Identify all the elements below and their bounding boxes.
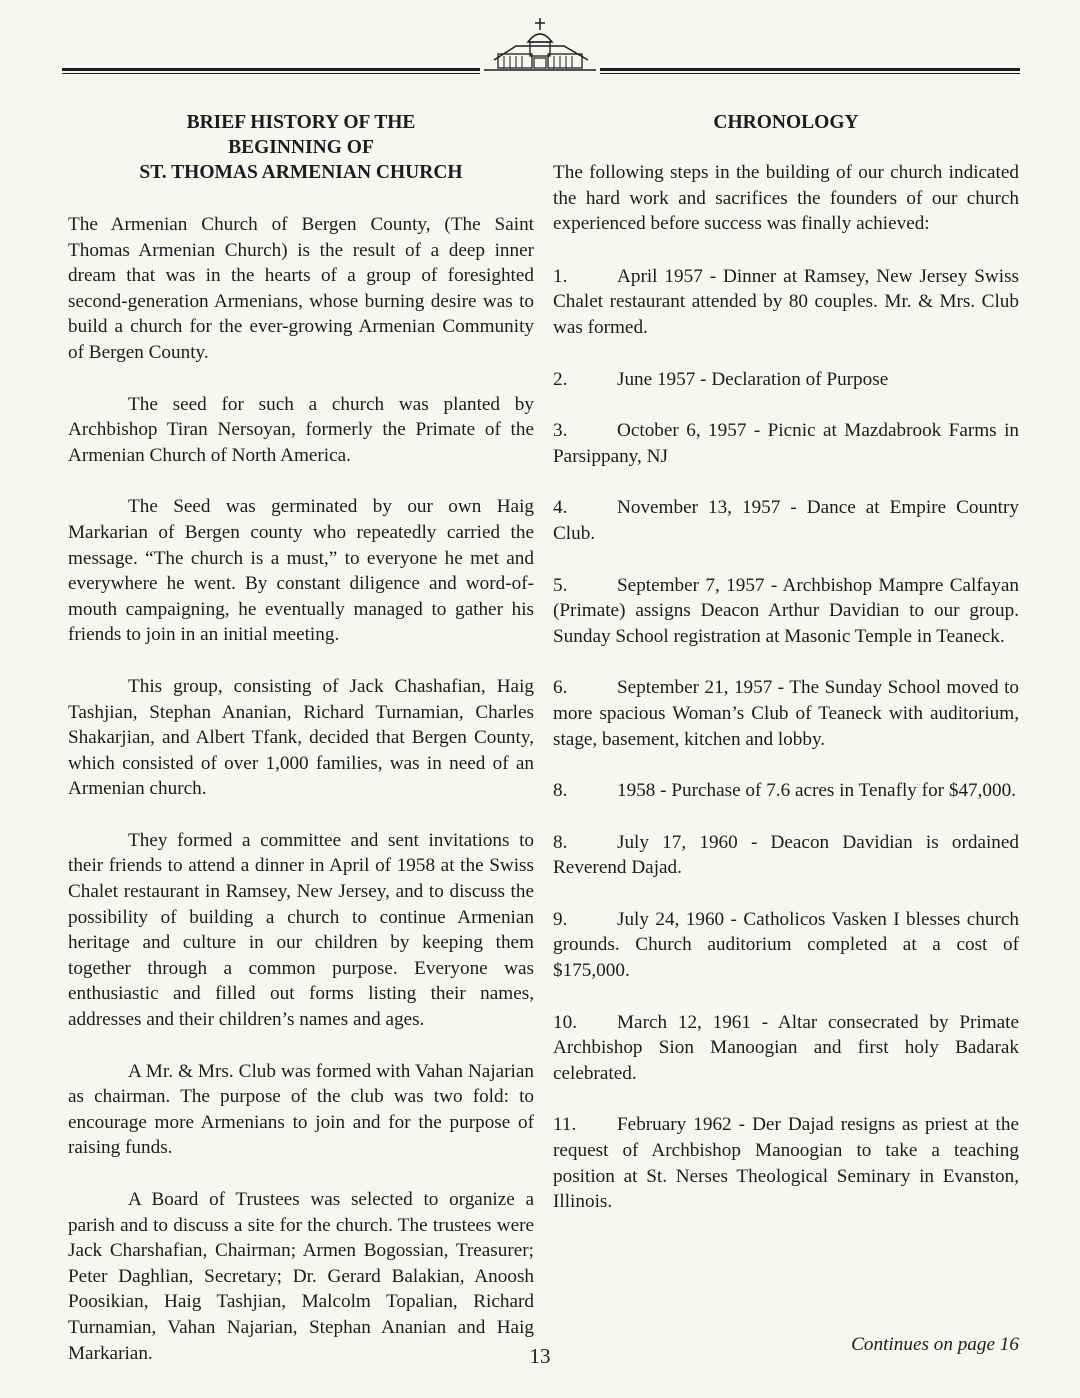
page-header [62, 14, 1020, 76]
item-number: 3. [553, 420, 568, 442]
item-text: June 1957 - Declaration of Purpose [617, 368, 889, 390]
item-number: 8. [553, 831, 568, 853]
chronology-item [553, 675, 1019, 752]
history-paragraph: A Mr. & Mrs. Club was formed with Vahan Najarian as chairman. The purpose of the club was two fold: to encourage more Armenians to join and for the purpose of raising funds. [68, 1060, 534, 1159]
page-number: 13 [529, 1344, 551, 1368]
item-text: April 1957 - Dinner at Ramsey, New Jersey Swiss Chalet restaurant attended by 80 couples. Mr. & Mrs. Club was formed. [553, 265, 1019, 338]
church-building-icon [480, 16, 600, 74]
item-number: 1. [553, 265, 568, 287]
history-title-line: ST. THOMAS ARMENIAN CHURCH [139, 162, 463, 183]
history-paragraph: This group, consisting of Jack Chashafian, Haig Tashjian, Stephan Ananian, Richard Turnamian, Charles Shakarjian, and Albert Tfank, decided that Bergen County, which consisted of over 1,000 families, was in need of an Armenian church. [68, 675, 534, 800]
item-text: October 6, 1957 - Picnic at Mazdabrook Farms in Parsippany, NJ [553, 420, 1019, 467]
item-number: 9. [553, 908, 568, 930]
history-paragraph: The Seed was germinated by our own Haig Markarian of Bergen county who repeatedly carried the message. “The church is a must,” to everyone he met and everywhere he went. By constant diligence and word-of-mouth campaigning, he eventually managed to gather his friends to join in an initial meeting. [68, 496, 534, 646]
chronology-item [553, 367, 1019, 393]
chronology-item [553, 1010, 1019, 1087]
item-text: September 7, 1957 - Archbishop Mampre Calfayan (Primate) assigns Deacon Arthur Davidian to our group. Sunday School registration at Masonic Temple in Teaneck. [553, 574, 1019, 647]
item-number: 10. [553, 1011, 577, 1033]
chronology-item [553, 778, 1019, 804]
history-paragraph: The Armenian Church of Bergen County, (The Saint Thomas Armenian Church) is the result of a deep inner dream that was in the hearts of a group of foresighted second-generation Armenians, whose burning desire was to build a church for the ever-growing Armenian Community of Bergen County. [68, 214, 534, 363]
chronology-item [553, 830, 1019, 881]
item-number: 11. [553, 1114, 577, 1136]
item-text: September 21, 1957 - The Sunday School moved to more spacious Woman’s Club of Teaneck with auditorium, stage, basement, kitchen and lobby. [553, 677, 1019, 750]
chronology-item [553, 264, 1019, 341]
item-number: 4. [553, 497, 568, 519]
history-column [68, 110, 534, 1392]
item-number: 8. [553, 780, 568, 802]
chronology-column [553, 110, 1019, 1241]
history-paragraph: The seed for such a church was planted by Archbishop Tiran Nersoyan, formerly the Primate of the Armenian Church of North America. [68, 393, 534, 466]
item-number: 5. [553, 574, 568, 596]
item-text: 1958 - Purchase of 7.6 acres in Tenafly for $47,000. [617, 780, 1017, 802]
chronology-item [553, 573, 1019, 650]
history-title [68, 110, 534, 185]
chronology-item [553, 1112, 1019, 1214]
chronology-item [553, 907, 1019, 984]
chronology-title: CHRONOLOGY [713, 112, 859, 133]
chronology-intro: The following steps in the building of our church indicated the hard work and sacrifices the founders of our church experienced before success was finally achieved: [553, 162, 1019, 235]
chronology-item [553, 418, 1019, 469]
item-text: July 24, 1960 - Catholicos Vasken I blesses church grounds. Church auditorium completed at a cost of $175,000. [553, 908, 1019, 982]
item-text: November 13, 1957 - Dance at Empire Country Club. [553, 497, 1019, 544]
item-text: July 17, 1960 - Deacon Davidian is ordained Reverend Dajad. [553, 831, 1019, 879]
item-text: March 12, 1961 - Altar consecrated by Primate Archbishop Sion Manoogian and first holy Badarak celebrated. [553, 1011, 1019, 1084]
history-paragraph: They formed a committee and sent invitations to their friends to attend a dinner in April of 1958 at the Swiss Chalet restaurant in Ramsey, New Jersey, and to discuss the possibility of building a church to continue Armenian heritage and culture in our children by keeping them together through a common purpose. Everyone was enthusiastic and filled out forms listing their names, addresses and their children’s names and ages. [68, 829, 534, 1031]
item-number: 2. [553, 368, 568, 390]
history-paragraph: A Board of Trustees was selected to organize a parish and to discuss a site for the church. The trustees were Jack Charshafian, Chairman; Armen Bogossian, Treasurer; Peter Daghlian, Secretary; Dr. Gerard Balakian, Anoosh Poosikian, Haig Tashjian, Malcolm Topalian, Richard Turnamian, Vahan Najarian, Stephan Ananian and Haig Markarian. [68, 1189, 534, 1364]
history-title-line: BRIEF HISTORY OF THE [186, 112, 416, 133]
chronology-item [553, 495, 1019, 546]
item-text: February 1962 - Der Dajad resigns as priest at the request of Archbishop Manoogian to take a teaching position at St. Nerses Theological Seminary in Evanston, Illinois. [553, 1114, 1019, 1213]
item-number: 6. [553, 677, 568, 699]
continues-note: Continues on page 16 [851, 1334, 1019, 1355]
history-title-line: BEGINNING OF [228, 137, 374, 158]
